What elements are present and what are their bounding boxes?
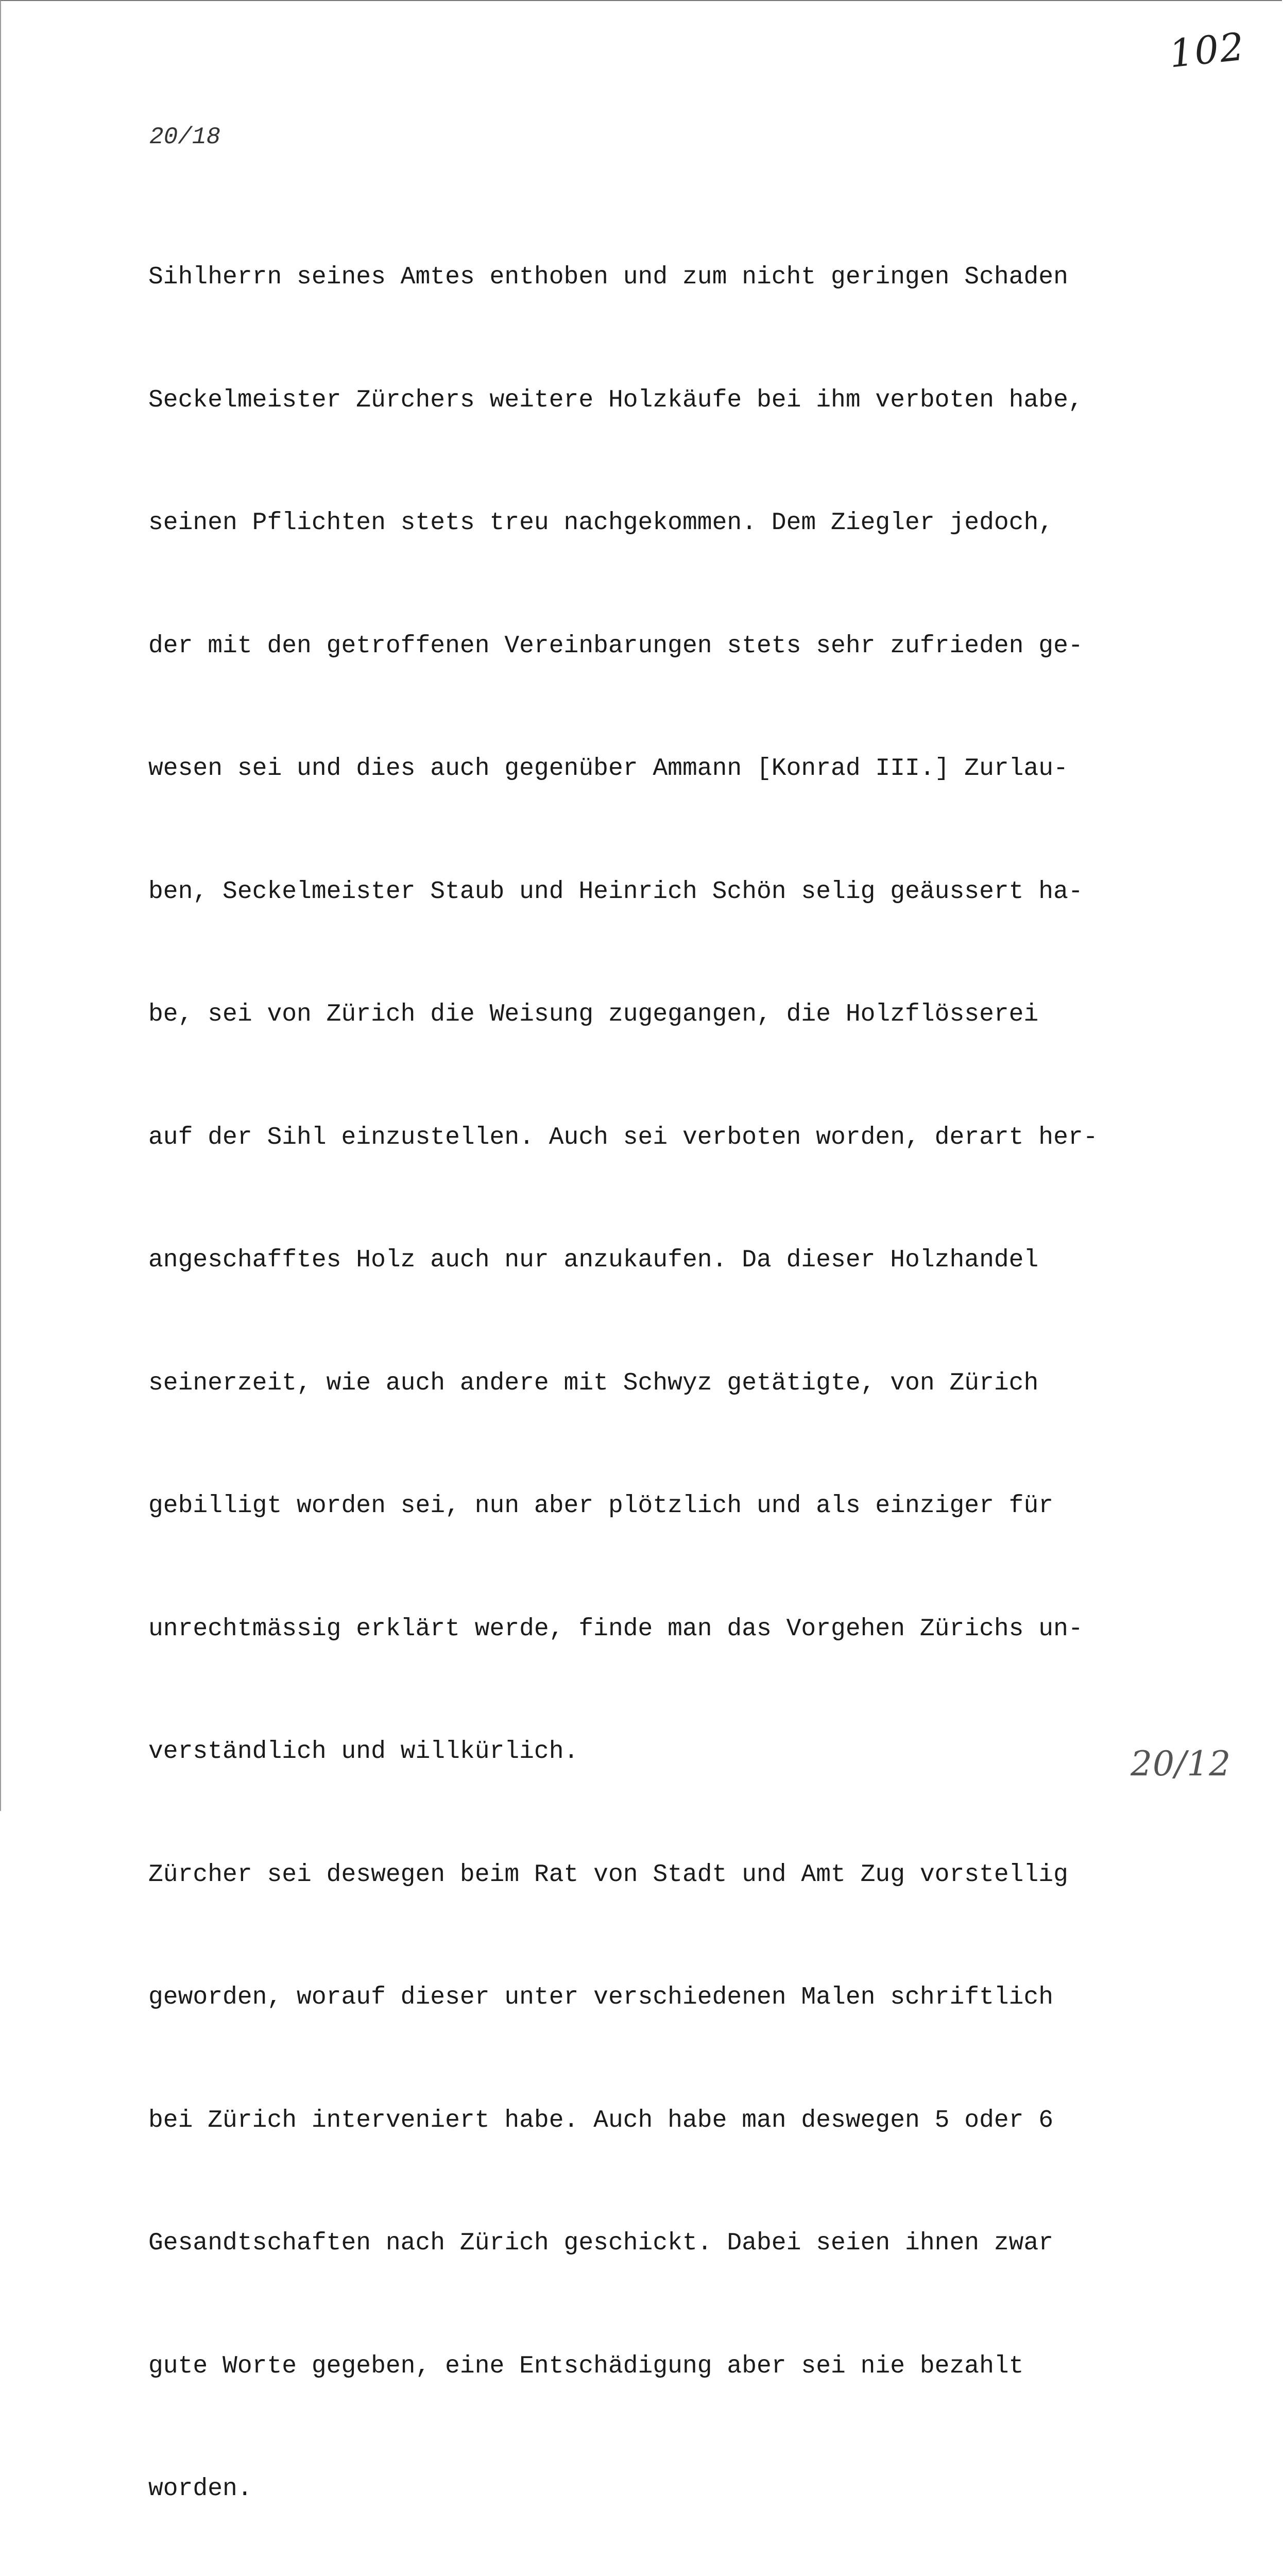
- text-line: angeschafftes Holz auch nur anzukaufen. Da dieser Holzhandel: [148, 1246, 1039, 1274]
- body-text: [148, 175, 1199, 2576]
- text-line: geworden, worauf dieser unter verschiedenen Malen schriftlich: [148, 1984, 1054, 2011]
- text-line: auf der Sihl einzustellen. Auch sei verboten worden, derart her-: [148, 1123, 1098, 1151]
- text-line: gute Worte gegeben, eine Entschädigung aber sei nie bezahlt: [148, 2352, 1024, 2380]
- text-line: be, sei von Zürich die Weisung zugegangen, die Holzflösserei: [148, 1001, 1039, 1028]
- text-line: Sihlherrn seines Amtes enthoben und zum nicht geringen Schaden: [148, 263, 1068, 291]
- text-line: bei Zürich interveniert habe. Auch habe man deswegen 5 oder 6: [148, 2106, 1054, 2134]
- text-line: unrechtmässig erklärt werde, finde man das Vorgehen Zürichs un-: [148, 1615, 1083, 1643]
- page-reference: 20/18: [149, 124, 221, 150]
- text-line: wesen sei und dies auch gegenüber Ammann [Konrad III.] Zurlau-: [148, 755, 1068, 783]
- text-line: seinerzeit, wie auch andere mit Schwyz getätigte, von Zürich: [148, 1369, 1039, 1397]
- text-line: seinen Pflichten stets treu nachgekommen. Dem Ziegler jedoch,: [148, 509, 1054, 537]
- text-line: gebilligt worden sei, nun aber plötzlich und als einziger für: [148, 1492, 1054, 1520]
- text-line: Seckelmeister Zürchers weitere Holzkäufe bei ihm verboten habe,: [148, 386, 1083, 414]
- text-line: Zürcher sei deswegen beim Rat von Stadt und Amt Zug vorstellig: [148, 1860, 1068, 1889]
- text-line: verständlich und willkürlich.: [148, 1738, 579, 1766]
- text-line: Gesandtschaften nach Zürich geschickt. Dabei seien ihnen zwar: [148, 2229, 1054, 2257]
- text-line: worden.: [148, 2475, 252, 2503]
- handwritten-folio-number: 102: [1167, 24, 1247, 77]
- text-line: der mit den getroffenen Vereinbarungen stets sehr zufrieden ge-: [148, 632, 1083, 660]
- handwritten-bottom-folio: 20/12: [1131, 1744, 1231, 1784]
- text-line: ben, Seckelmeister Staub und Heinrich Schön selig geäussert ha-: [148, 877, 1083, 906]
